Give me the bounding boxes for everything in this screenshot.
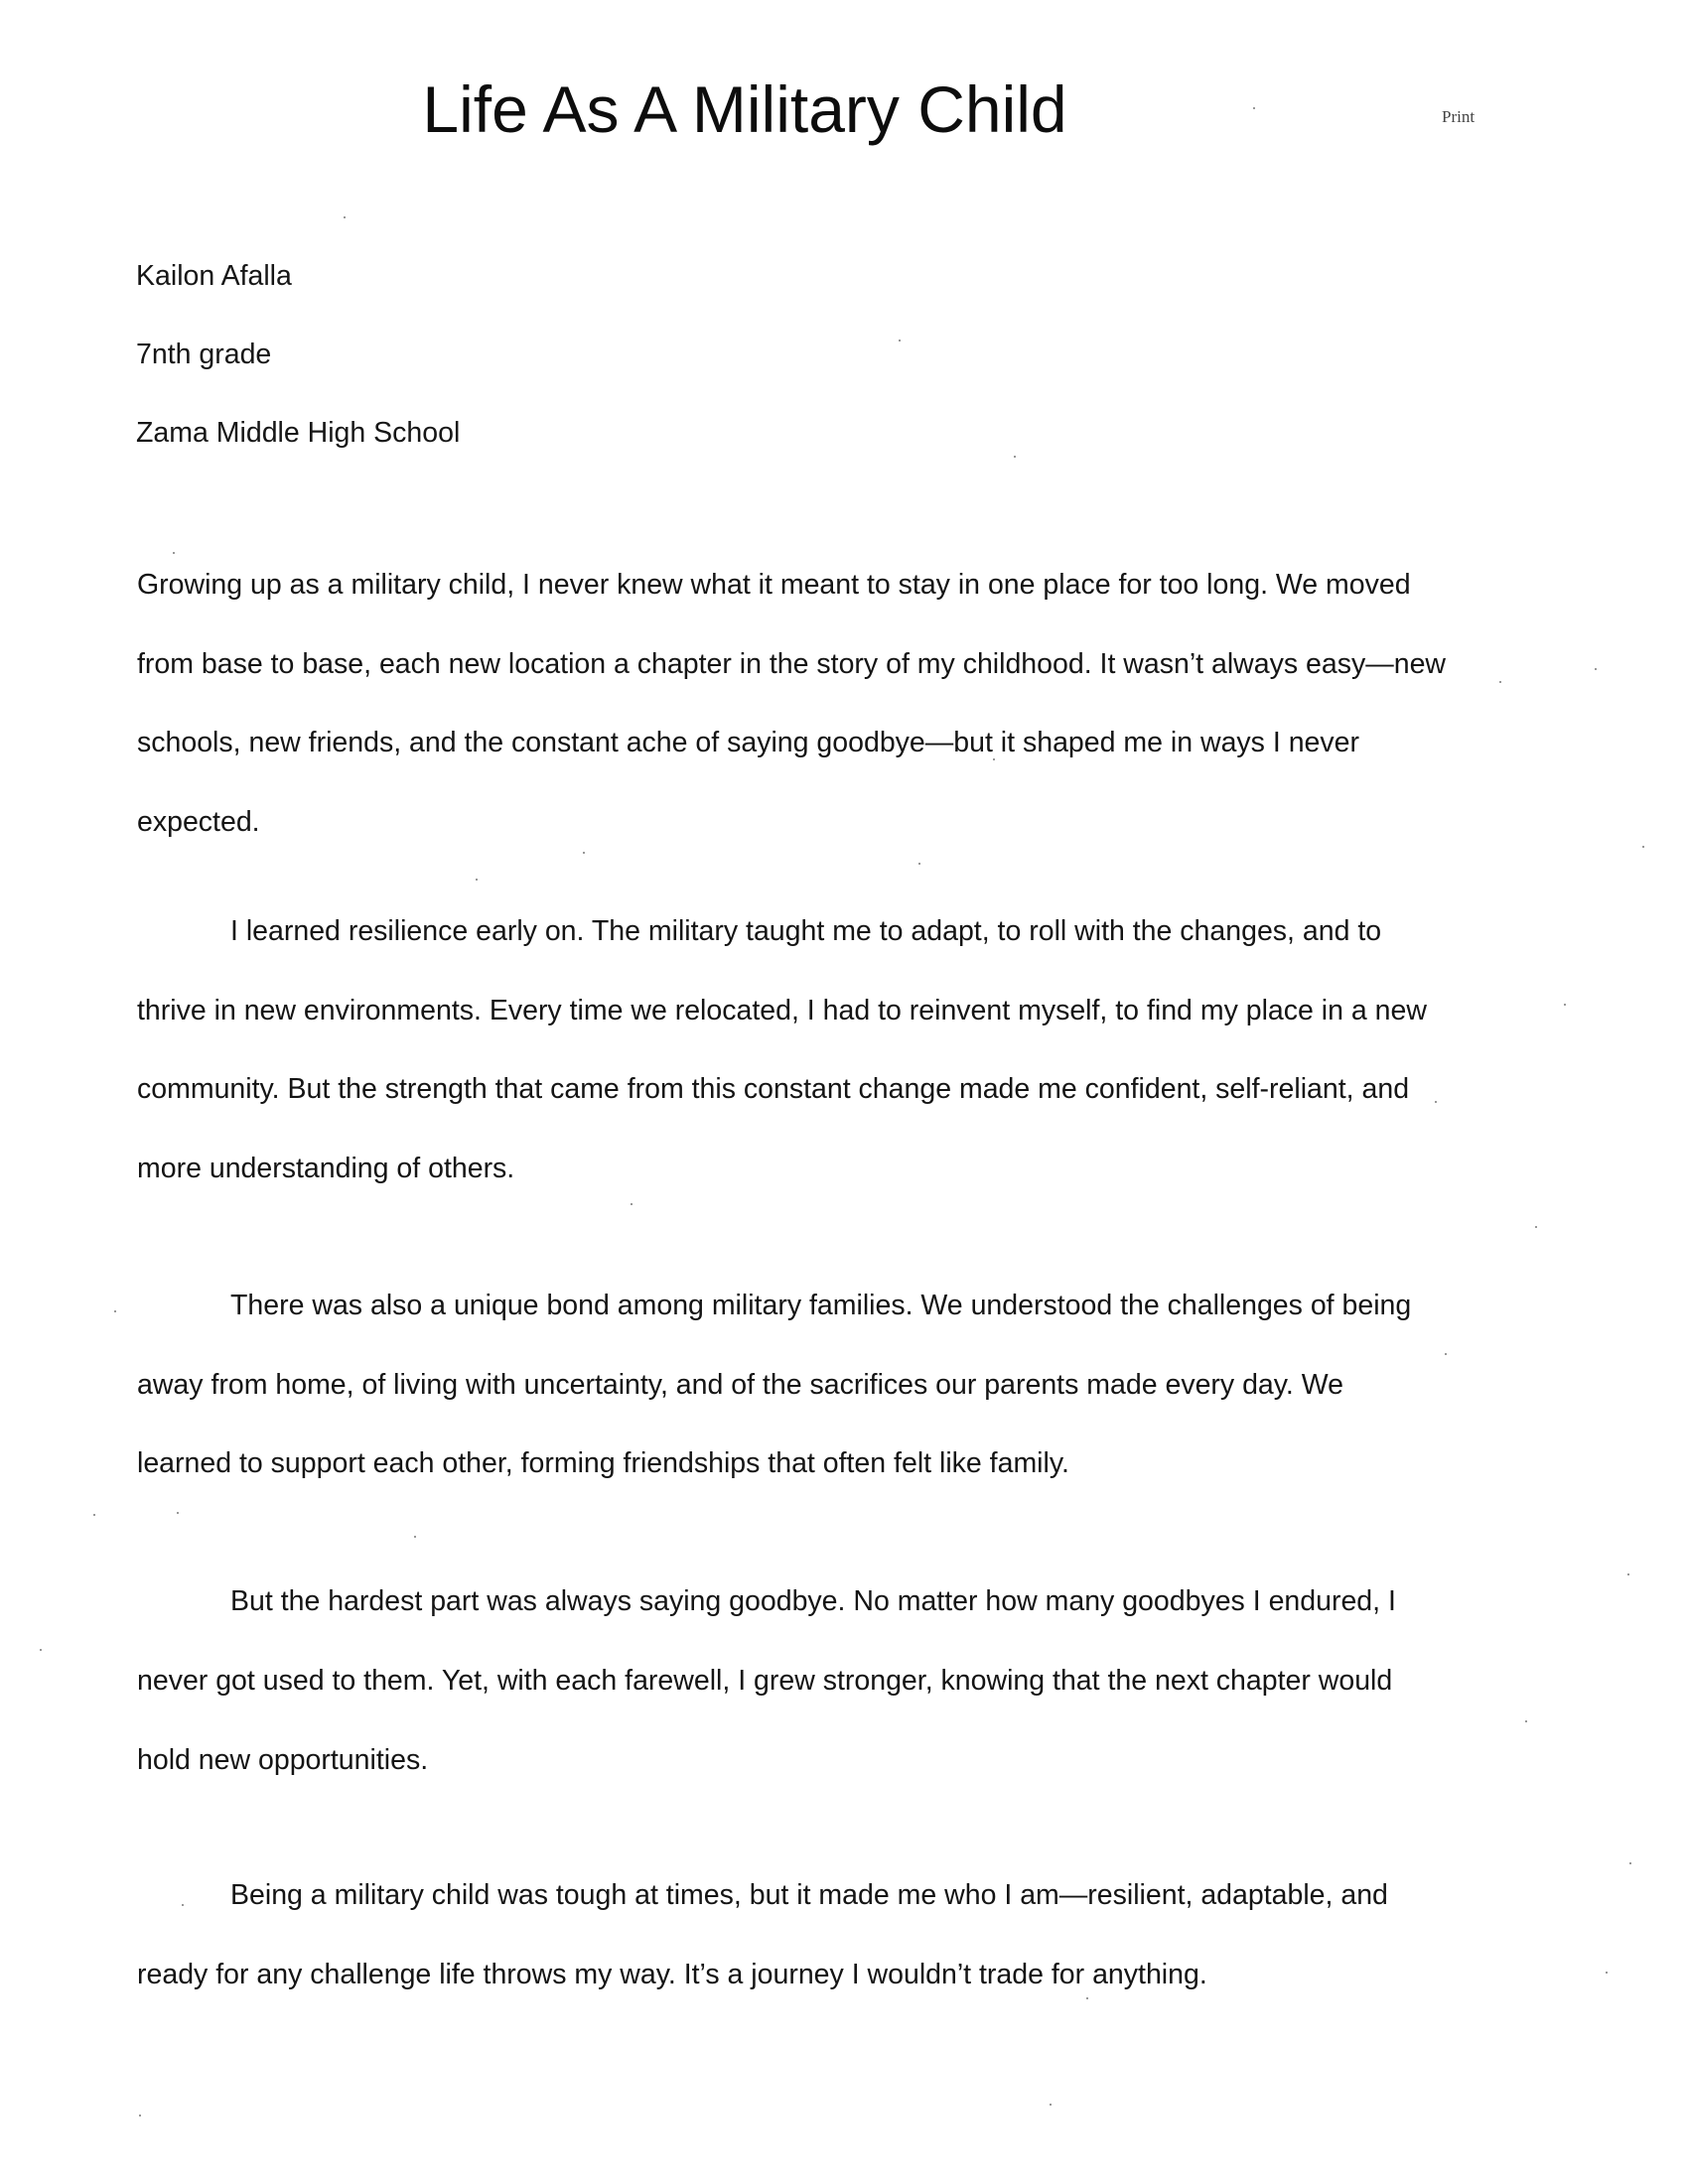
- paragraph-2-line-3: community. But the strength that came from this constant change made me confident, self-reliant, and: [137, 1073, 1410, 1105]
- scan-speck: [1445, 1353, 1447, 1355]
- scan-speck: [993, 758, 995, 760]
- scan-speck: [139, 2115, 141, 2116]
- scan-speck: [476, 879, 478, 881]
- scan-speck: [1435, 1101, 1437, 1103]
- scan-speck: [918, 863, 920, 865]
- paragraph-1-line-3: schools, new friends, and the constant ache of saying goodbye—but it shaped me in ways I never: [137, 727, 1359, 758]
- school-name: Zama Middle High School: [136, 417, 461, 449]
- grade-level: 7nth grade: [136, 339, 272, 370]
- scan-speck: [1253, 107, 1255, 109]
- paragraph-1-line-4: expected.: [137, 806, 260, 838]
- scan-speck: [1627, 1573, 1629, 1575]
- scan-speck: [1642, 846, 1644, 848]
- paragraph-1-line-2: from base to base, each new location a chapter in the story of my childhood. It wasn’t always easy—new: [137, 648, 1447, 680]
- scan-speck: [182, 1904, 184, 1906]
- scan-speck: [1564, 1004, 1566, 1006]
- scan-speck: [631, 1203, 633, 1205]
- paragraph-3-line-3: learned to support each other, forming friendships that often felt like family.: [137, 1447, 1069, 1479]
- page-title: Life As A Military Child: [422, 72, 1067, 146]
- scan-speck: [1525, 1720, 1527, 1722]
- paragraph-5-line-2: ready for any challenge life throws my way. It’s a journey I wouldn’t trade for anything.: [137, 1959, 1207, 1990]
- scan-speck: [177, 1512, 179, 1514]
- scan-speck: [93, 1514, 95, 1516]
- scan-speck: [1086, 1997, 1088, 1999]
- author-name: Kailon Afalla: [136, 260, 292, 292]
- paragraph-1-line-1: Growing up as a military child, I never knew what it meant to stay in one place for too long. We moved: [137, 569, 1411, 601]
- scan-speck: [1629, 1862, 1631, 1864]
- paragraph-4-line-3: hold new opportunities.: [137, 1744, 429, 1776]
- scan-speck: [114, 1310, 116, 1312]
- scan-speck: [40, 1649, 42, 1651]
- scan-speck: [1499, 681, 1501, 683]
- scan-speck: [1595, 668, 1597, 670]
- scan-speck: [1606, 1972, 1608, 1974]
- paragraph-2-line-1: I learned resilience early on. The military taught me to adapt, to roll with the changes, and to: [230, 915, 1382, 947]
- scan-speck: [344, 216, 346, 218]
- scan-speck: [899, 340, 901, 341]
- paragraph-3-line-1: There was also a unique bond among military families. We understood the challenges of being: [230, 1290, 1412, 1321]
- paragraph-3-line-2: away from home, of living with uncertainty, and of the sacrifices our parents made every day. We: [137, 1369, 1343, 1401]
- scan-speck: [173, 552, 175, 554]
- paragraph-4-line-1: But the hardest part was always saying goodbye. No matter how many goodbyes I endured, I: [230, 1585, 1396, 1617]
- paragraph-2-line-2: thrive in new environments. Every time we relocated, I had to reinvent myself, to find my place in a new: [137, 995, 1427, 1026]
- print-mark: Print: [1442, 107, 1476, 126]
- scan-speck: [1535, 1226, 1537, 1228]
- paragraph-5-line-1: Being a military child was tough at times, but it made me who I am—resilient, adaptable, and: [230, 1879, 1388, 1911]
- scan-speck: [414, 1536, 416, 1538]
- paragraph-2-line-4: more understanding of others.: [137, 1153, 515, 1184]
- scan-speck: [1014, 456, 1016, 458]
- paragraph-4-line-2: never got used to them. Yet, with each farewell, I grew stronger, knowing that the next chapter would: [137, 1665, 1393, 1697]
- scan-speck: [1050, 2104, 1052, 2106]
- scan-speck: [583, 852, 585, 854]
